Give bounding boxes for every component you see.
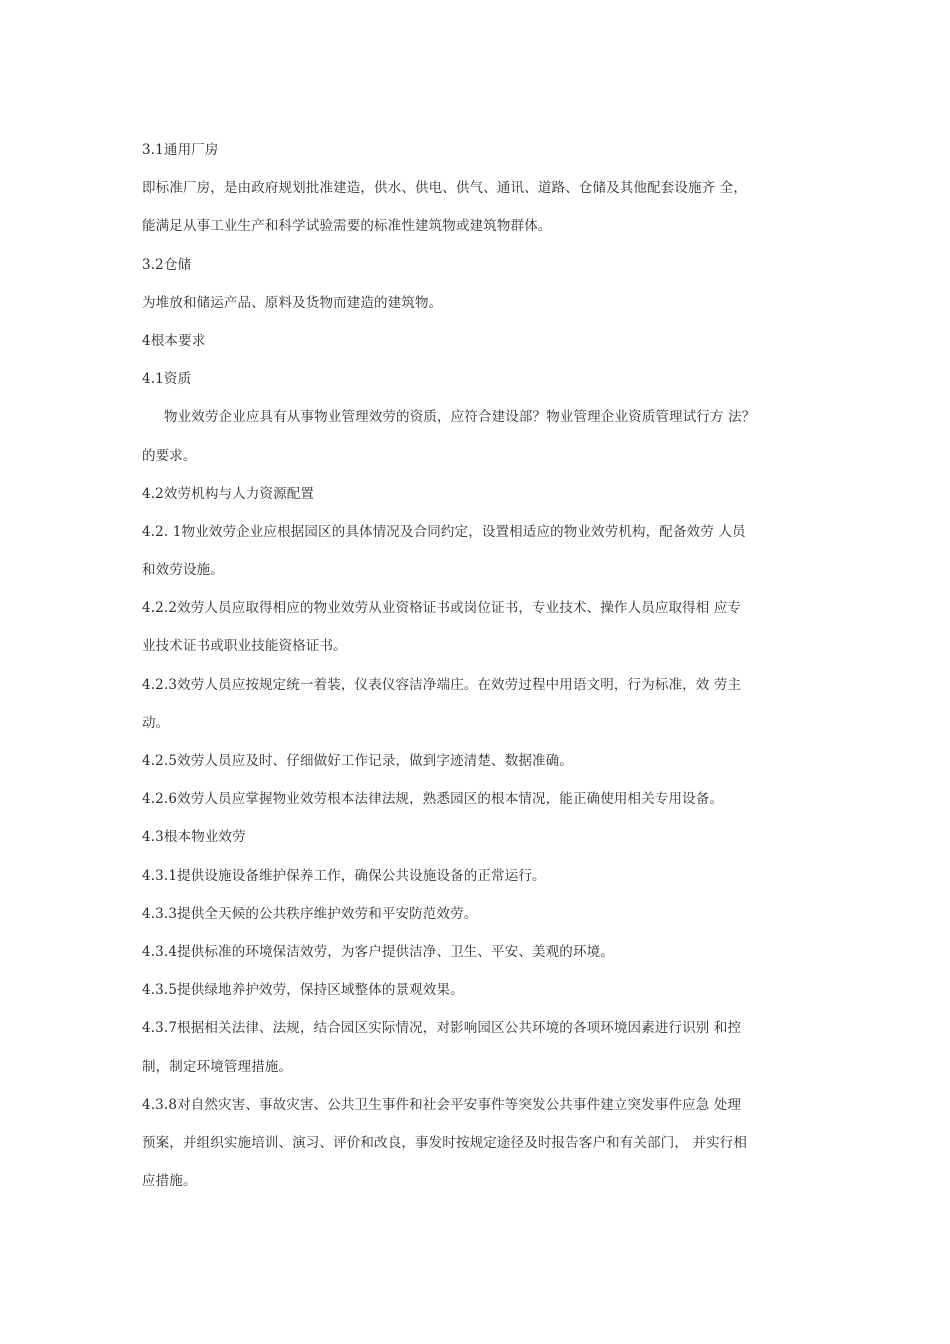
paragraph-line: 能满足从事工业生产和科学试验需要的标准性建筑物或建筑物群体。	[142, 218, 552, 235]
clause-line: 4.3.3提供全天候的公共秩序维护效劳和平安防范效劳。	[142, 905, 478, 922]
clause-line: 4.2. 1物业效劳企业应根据园区的具体情况及合同约定，设置相适应的物业效劳机构，配备效劳 人员	[142, 523, 746, 540]
paragraph-line: 的要求。	[142, 447, 197, 464]
clause-line: 应措施。	[142, 1173, 197, 1190]
clause-line: 制，制定环境管理措施。	[142, 1058, 293, 1075]
section-heading-3-1: 3.1通用厂房	[142, 142, 219, 158]
clause-line: 4.2.2效劳人员应取得相应的物业效劳从业资格证书或岗位证书，专业技术、操作人员应取得相 应专	[142, 600, 742, 617]
paragraph-line: 物业效劳企业应具有从事物业管理效劳的资质，应符合建设部？物业管理企业资质管理试行方 法？	[164, 409, 756, 426]
clause-line: 业技术证书或职业技能资格证书。	[142, 638, 347, 655]
section-heading-4-3: 4.3根本物业效劳	[142, 829, 246, 846]
section-heading-4-1: 4.1资质	[142, 371, 192, 388]
document-body	[142, 131, 812, 1200]
paragraph-line: 为堆放和储运产品、原料及货物而建造的建筑物。	[142, 294, 443, 311]
clause-line: 4.2.6效劳人员应掌握物业效劳根本法律法规，熟悉园区的根本情况，能正确使用相关专用设备。	[142, 791, 724, 808]
clause-line: 4.3.7根据相关法律、法规，结合园区实际情况，对影响园区公共环境的各项环境因素进行识别 和控	[142, 1020, 742, 1037]
clause-line: 4.2.3效劳人员应按规定统一着装，仪表仪容洁净端庄。在效劳过程中用语文明，行为标准，效 劳主	[142, 676, 742, 693]
clause-line: 动。	[142, 714, 170, 731]
paragraph-line: 即标准厂房，是由政府规划批准建造，供水、供电、供气、通讯、道路、仓储及其他配套设施齐 全，	[142, 180, 748, 197]
section-heading-3-2: 3.2仓储	[142, 256, 192, 273]
clause-line: 4.3.1提供设施设备维护保养工作，确保公共设施设备的正常运行。	[142, 867, 546, 884]
clause-line: 4.2.5效劳人员应及时、仔细做好工作记录，做到字迹清楚、数据准确。	[142, 753, 573, 769]
section-heading-4-2: 4.2效劳机构与人力资源配置	[142, 485, 315, 502]
clause-line: 4.3.4提供标准的环境保洁效劳，为客户提供洁净、卫生、平安、美观的环境。	[142, 943, 614, 960]
clause-line: 4.3.8对自然灾害、事故灾害、公共卫生事件和社会平安事件等突发公共事件建立突发事件应急 处理	[142, 1096, 742, 1113]
section-heading-4: 4根本要求	[142, 332, 206, 349]
clause-line: 预案，并组织实施培训、演习、评价和改良，事发时按规定途径及时报告客户和有关部门， 并实行相	[142, 1134, 748, 1151]
clause-line: 4.3.5提供绿地养护效劳，保持区域整体的景观效果。	[142, 982, 464, 999]
clause-line: 和效劳设施。	[142, 562, 224, 579]
